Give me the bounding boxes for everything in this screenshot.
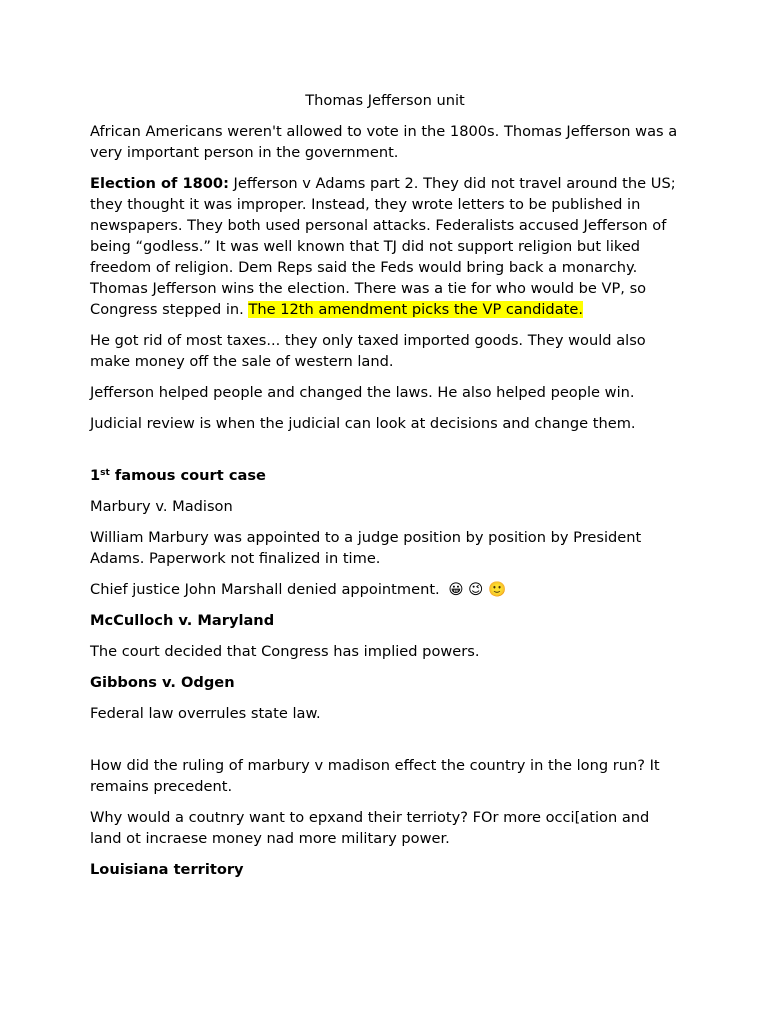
case-marbury-text: William Marbury was appointed to a judge position by position by President Adams. Paperwork not finalized in time. <box>90 529 642 567</box>
case-marbury-title: Marbury v. Madison <box>90 498 233 515</box>
case-gibbons-heading: Gibbons v. Odgen <box>90 674 235 691</box>
case-marbury-text-2 <box>90 579 680 600</box>
blank-line <box>90 444 680 465</box>
highlighted-text: The 12th amendment picks the VP candidate. <box>248 301 583 318</box>
election-text: Jefferson v Adams part 2. They did not travel around the US; they thought it was improper. Instead, they wrote letters to be published in newspapers. They both used personal attacks. Federalists accused Jefferson of being “godless.” It was well known that TJ did not support religion but liked freedom of religion. Dem Reps said the Feds would bring back a monarchy. Thomas Jefferson wins the election. There was a tie for who would be VP, so Congress stepped in. <box>90 175 676 318</box>
question-expand-territory: Why would a coutnry want to epxand their terrioty? FOr more occi[ation and land ot incraese money nad more military power. <box>90 809 650 847</box>
document-body <box>90 90 680 890</box>
louisiana-heading: Louisiana territory <box>90 861 244 878</box>
paragraph-taxes: He got rid of most taxes... they only taxed imported goods. They would also make money off the sale of western land. <box>90 332 646 370</box>
emoji-faces-icon: 😀 😉 🙂 <box>448 581 507 598</box>
case-gibbons-text: Federal law overrules state law. <box>90 705 321 722</box>
court-heading-number: 1 <box>90 467 101 484</box>
paragraph-election <box>90 173 680 320</box>
case-mcculloch-heading: McCulloch v. Maryland <box>90 612 275 629</box>
election-label: Election of 1800: <box>90 175 229 192</box>
question-marbury-effect: How did the ruling of marbury v madison effect the country in the long run? It remains precedent. <box>90 757 660 795</box>
court-heading-text: famous court case <box>109 467 266 484</box>
paragraph-judicial-review: Judicial review is when the judicial can look at decisions and change them. <box>90 415 636 432</box>
blank-line <box>90 734 680 755</box>
paragraph-intro: African Americans weren't allowed to vote in the 1800s. Thomas Jefferson was a very important person in the government. <box>90 123 678 161</box>
court-case-heading <box>90 465 680 486</box>
case-mcculloch-text: The court decided that Congress has implied powers. <box>90 643 480 660</box>
court-heading-superscript: st <box>100 468 110 478</box>
document-title: Thomas Jefferson unit <box>305 92 465 109</box>
paragraph-helped: Jefferson helped people and changed the laws. He also helped people win. <box>90 384 635 401</box>
marshall-text: Chief justice John Marshall denied appointment. <box>90 581 445 598</box>
